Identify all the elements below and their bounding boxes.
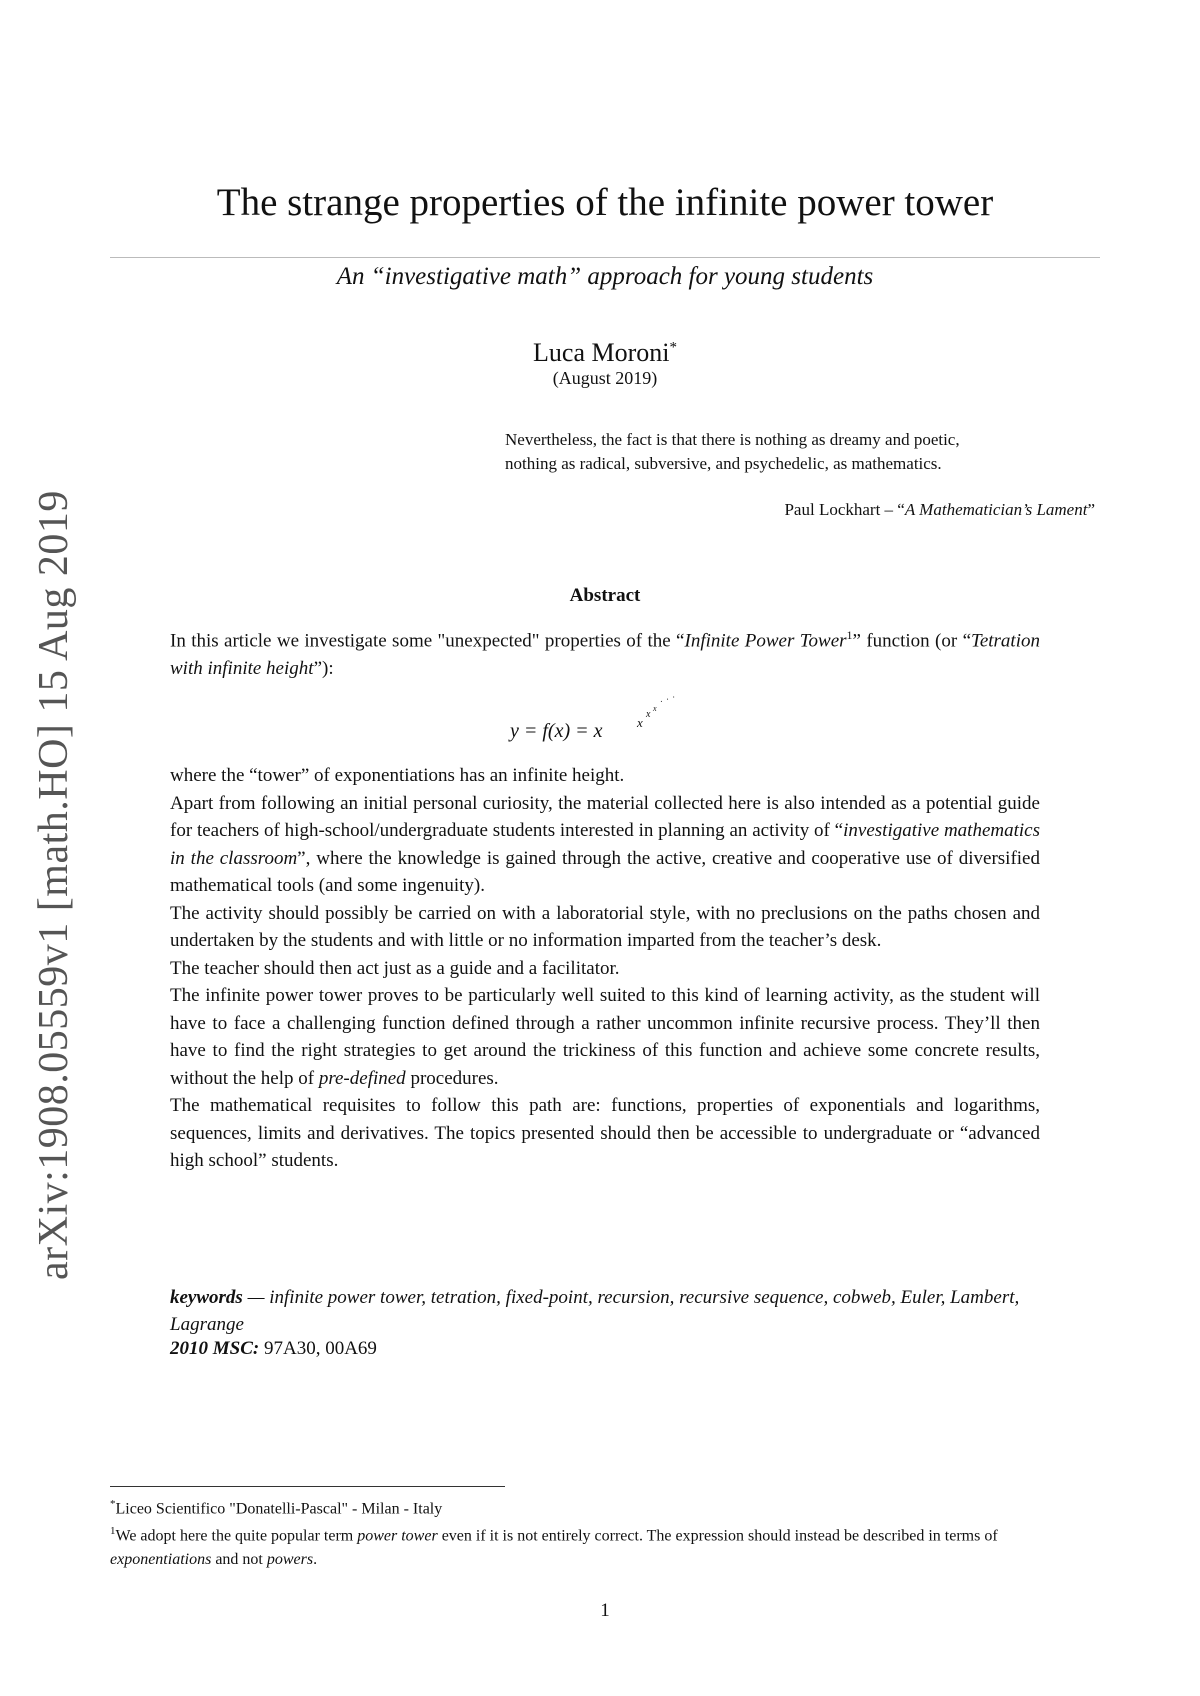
- msc-classification: [170, 1338, 1040, 1360]
- emphasis: powers: [266, 1550, 314, 1568]
- paper-title: The strange properties of the infinite power tower: [216, 181, 994, 224]
- epigraph-close-quote: ”: [1087, 500, 1095, 519]
- footnote-terminology: [110, 1520, 1100, 1570]
- abstract-paragraph: where the “tower” of exponentiations has an infinite height.: [170, 765, 625, 787]
- abstract-heading: Abstract: [569, 585, 641, 606]
- date: (August 2019): [552, 368, 658, 388]
- epigraph-attribution: [505, 500, 1095, 520]
- emphasis: Infinite Power Tower: [684, 630, 847, 652]
- footnote-ref: 1: [846, 628, 853, 642]
- text-span: .: [313, 1550, 318, 1568]
- text-span: ”, where the knowledge is gained through the active, creative and cooperative use of diversified mathematical tools (and some ingenuity).: [170, 847, 1040, 897]
- footnote-mark: 1: [110, 1525, 116, 1538]
- emphasis: pre-defined: [318, 1067, 406, 1089]
- text-span: even if it is not entirely correct. The expression should instead be described in terms of: [437, 1527, 998, 1545]
- arxiv-stamp: arXiv:1908.05559v1 [math.HO] 15 Aug 2019: [31, 490, 77, 1280]
- keywords-dash: —: [242, 1287, 270, 1308]
- keywords-label: keywords: [170, 1287, 243, 1308]
- epigraph-work: A Mathematician’s Lament: [904, 500, 1088, 519]
- paper-subtitle: An “investigative math” approach for young students: [336, 263, 874, 290]
- footnote-mark: *: [110, 1498, 116, 1510]
- abstract-paragraph: [170, 790, 1040, 900]
- page-number: 1: [600, 1600, 610, 1621]
- text-span: and not: [211, 1550, 267, 1568]
- power-tower-formula: [170, 682, 1040, 762]
- emphasis: Tetration with infinite height: [170, 630, 1040, 679]
- abstract-paragraph: The activity should possibly be carried on with a laboratorial style, with no preclusions on the paths chosen and undertaken by the students and with little or no information imparted from the teacher’s desk.: [170, 902, 1040, 952]
- abstract-paragraph: The mathematical requisites to follow this path are: functions, properties of exponentials and logarithms, sequences, limits and derivatives. The topics presented should then be accessible to undergraduate or “advanced high school” students.: [170, 1095, 1040, 1172]
- formula-exponent: x: [646, 709, 651, 721]
- formula-exponent: x: [637, 715, 643, 731]
- epigraph: [505, 428, 1100, 476]
- text-span: ” function (or “: [852, 630, 971, 652]
- author-name: Luca Moroni: [533, 338, 670, 367]
- text-span: In this article we investigate some "unexpected" properties of the “: [170, 630, 685, 652]
- text-span: procedures.: [405, 1067, 499, 1089]
- title-divider: [110, 257, 1100, 258]
- msc-codes: 97A30, 00A69: [259, 1338, 377, 1359]
- emphasis: power tower: [357, 1527, 438, 1545]
- epigraph-line: nothing as radical, subversive, and psychedelic, as mathematics.: [505, 454, 942, 473]
- keywords-list: infinite power tower, tetration, fixed-point, recursion, recursive sequence, cobweb, Euler, Lambert, Lagrange: [170, 1287, 1020, 1335]
- footnotes: [110, 1493, 1100, 1571]
- keywords: [170, 1284, 1040, 1338]
- emphasis: investigative mathematics in the classroom: [170, 820, 1041, 869]
- text-span: We adopt here the quite popular term: [115, 1527, 358, 1545]
- abstract-body: [170, 622, 1040, 1175]
- formula-base: y = f(x) = x: [510, 720, 603, 743]
- epigraph-author: Paul Lockhart – “: [784, 500, 905, 519]
- text-span: Apart from following an initial personal curiosity, the material collected here is also intended as a potential guide for teachers of high-school/undergraduate students interested in planning an activity of “: [170, 792, 1040, 842]
- abstract-paragraph: [170, 982, 1040, 1092]
- emphasis: exponentiations: [110, 1550, 212, 1568]
- text-span: The infinite power tower proves to be particularly well suited to this kind of learning activity, as the student will have to face a challenging function defined through a rather uncommon infinite recursive process. They’ll then have to find the right strategies to get around the trickiness of this function and achieve some concrete results, without the help of: [170, 985, 1040, 1089]
- footnote-affiliation: [110, 1493, 1100, 1520]
- formula-exponent: x: [653, 704, 657, 714]
- msc-label: 2010 MSC:: [170, 1338, 260, 1359]
- author-footnote-mark: *: [669, 339, 677, 356]
- text-span: ”):: [313, 657, 334, 679]
- epigraph-line: Nevertheless, the fact is that there is nothing as dreamy and poetic,: [505, 430, 960, 449]
- formula-ellipsis: · · ·: [658, 691, 678, 707]
- author: [110, 338, 1100, 368]
- footnote-divider: [110, 1486, 505, 1487]
- abstract-intro: [170, 622, 1040, 682]
- text-span: Liceo Scientifico "Donatelli-Pascal" - Milan - Italy: [115, 1500, 443, 1518]
- abstract-paragraph: The teacher should then act just as a guide and a facilitator.: [170, 957, 620, 979]
